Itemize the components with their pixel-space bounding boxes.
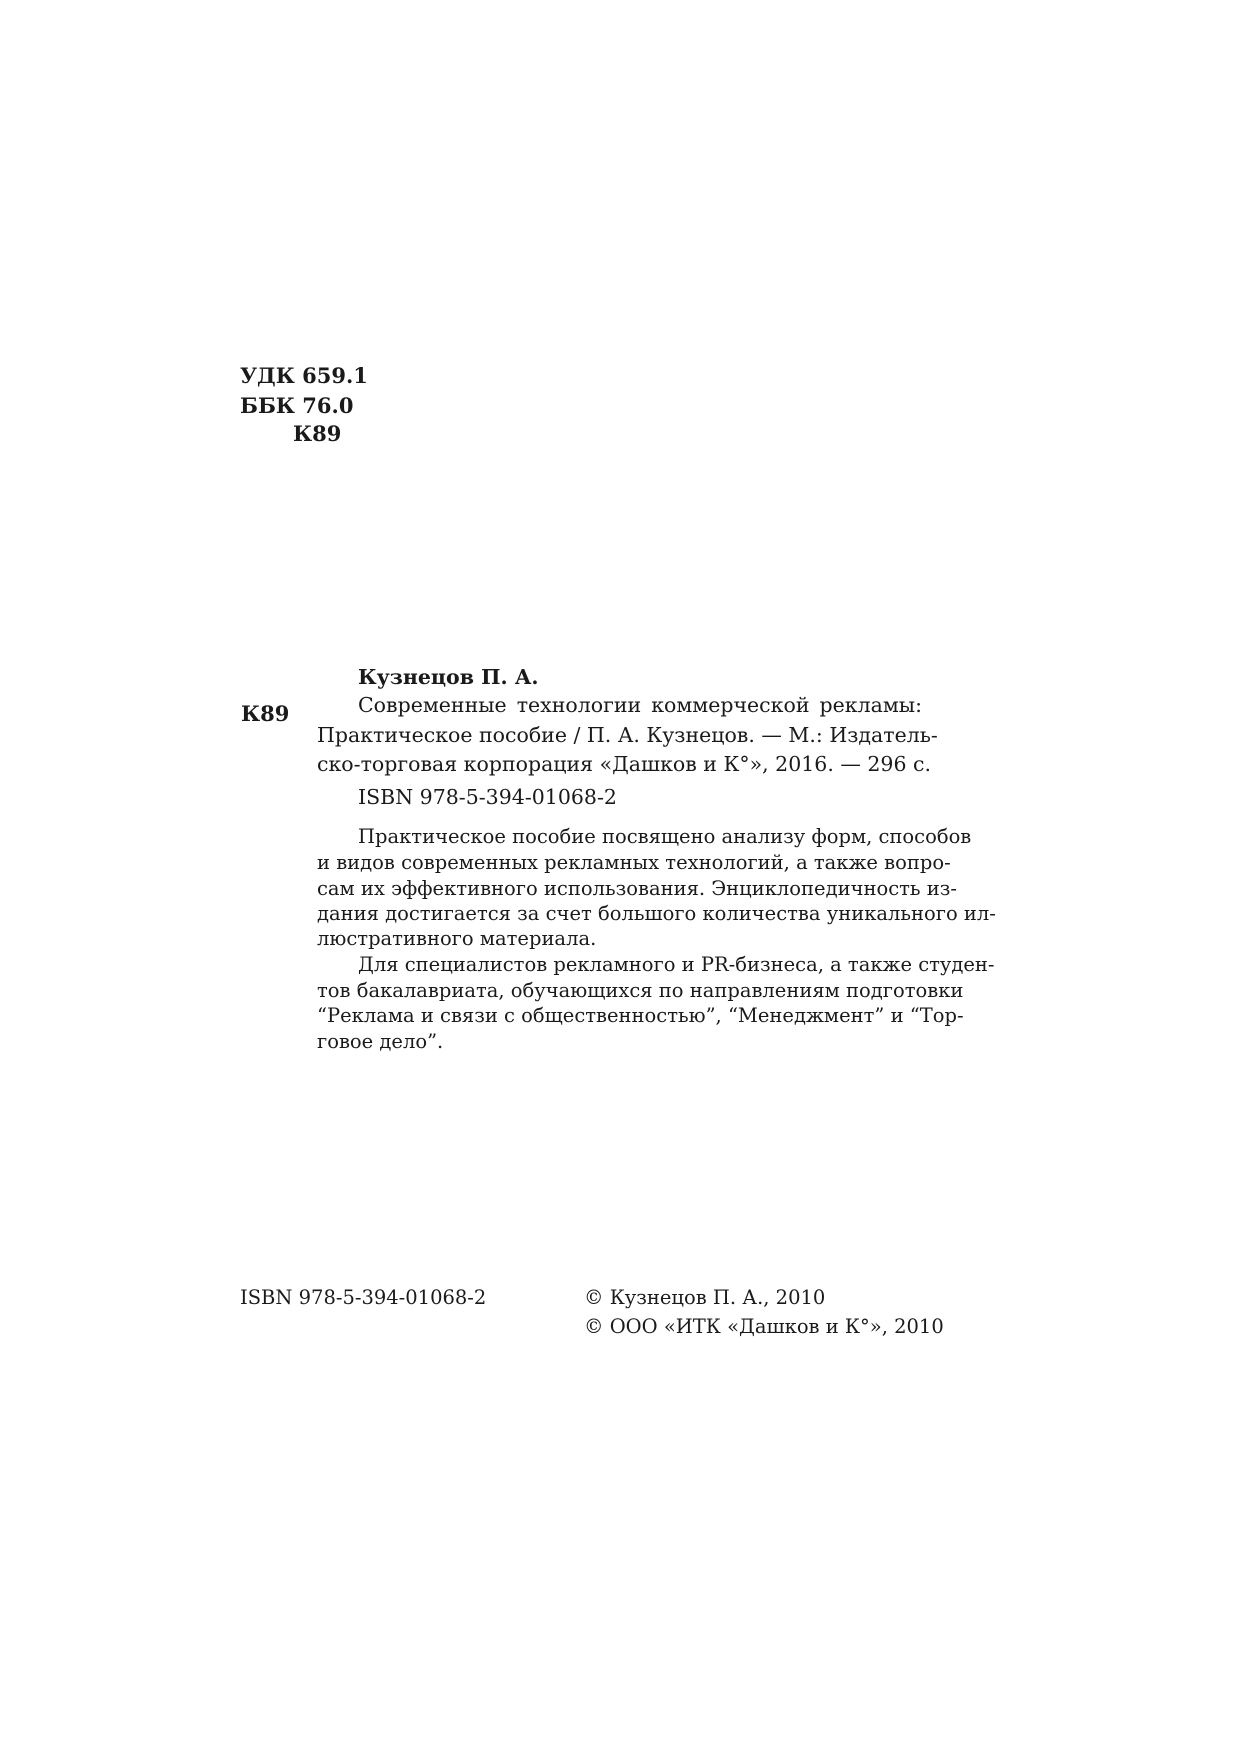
annotation-line: Практическое пособие посвящено анализу форм, способов [358, 825, 972, 848]
annotation-line: и видов современных рекламных технологий, а также вопро- [317, 851, 951, 874]
bibliographic-title-line: Современные технологии коммерческой рекламы: [358, 693, 922, 717]
copyright-author: © Кузнецов П. А., 2010 [584, 1286, 826, 1309]
annotation-line: дания достигается за счет большого количества уникального ил- [317, 902, 996, 925]
annotation-line: люстративного материала. [317, 927, 597, 950]
bibliographic-author: Кузнецов П. А. [358, 665, 539, 689]
bibliographic-isbn: ISBN 978-5-394-01068-2 [358, 785, 617, 809]
annotation-line: “Реклама и связи с общественностью”, “Менеджмент” и “Тор- [317, 1004, 964, 1027]
footer-isbn: ISBN 978-5-394-01068-2 [240, 1286, 487, 1309]
author-sign-code: К89 [293, 421, 342, 446]
bibliographic-description-line: Практическое пособие / П. А. Кузнецов. — М.: Издатель- [317, 723, 938, 747]
bibliographic-author-sign: К89 [241, 701, 290, 726]
annotation-line: тов бакалавриата, обучающихся по направлениям подготовки [317, 979, 964, 1002]
bbk-code: ББК 76.0 [240, 393, 354, 418]
udk-code: УДК 659.1 [240, 363, 368, 388]
copyright-publisher: © ООО «ИТК «Дашков и К°», 2010 [584, 1315, 944, 1338]
annotation-line: говое дело”. [317, 1030, 444, 1053]
annotation-line: Для специалистов рекламного и PR-бизнеса, а также студен- [358, 953, 995, 976]
annotation-line: сам их эффективного использования. Энциклопедичность из- [317, 877, 957, 900]
bibliographic-publisher-line: ско-торговая корпорация «Дашков и К°», 2016. — 296 с. [317, 752, 932, 776]
